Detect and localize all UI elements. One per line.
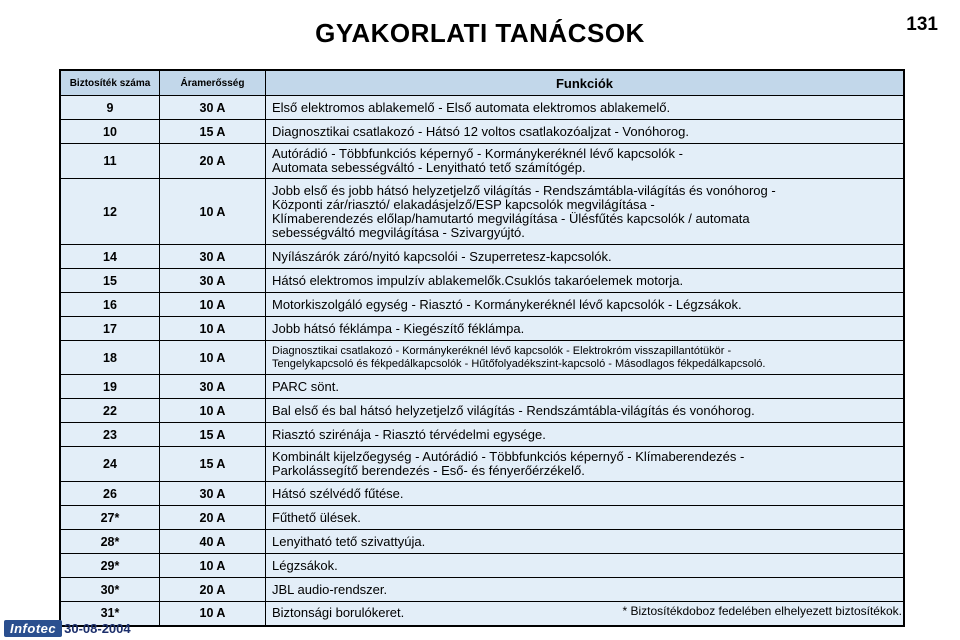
- function-cell: [266, 144, 905, 179]
- amperage-cell: 10 A: [160, 602, 266, 626]
- page-title: GYAKORLATI TANÁCSOK: [315, 18, 645, 48]
- amperage-cell: 30 A: [160, 269, 266, 293]
- function-cell: [266, 245, 905, 269]
- function-line: Hátsó szélvédő fűtése.: [272, 485, 404, 501]
- amperage-cell: 10 A: [160, 554, 266, 578]
- table-row: [60, 317, 904, 341]
- fuse-number-cell: 30*: [60, 578, 160, 602]
- amperage-cell: 30 A: [160, 96, 266, 120]
- footer-brand: [4, 619, 131, 638]
- function-cell: [266, 317, 905, 341]
- table-row: [60, 179, 904, 245]
- infotec-logo: Infotec: [4, 620, 62, 637]
- fuse-table-body: [60, 96, 904, 626]
- table-row: [60, 245, 904, 269]
- amperage-cell: 20 A: [160, 506, 266, 530]
- function-line: Parkolássegítő berendezés - Eső- és fényerőérzékelő.: [272, 463, 585, 478]
- table-row: [60, 96, 904, 120]
- footnote: * Biztosítékdoboz fedelében elhelyezett biztosítékok.: [622, 604, 902, 618]
- function-cell: [266, 554, 905, 578]
- table-row: [60, 530, 904, 554]
- function-cell: [266, 96, 905, 120]
- function-line: Tengelykapcsoló és fékpedálkapcsolók - Hűtőfolyadékszint-kapcsoló - Másodlagos fékpedálkapcsoló.: [272, 357, 766, 370]
- table-row: [60, 341, 904, 375]
- table-row: [60, 144, 904, 179]
- function-line: JBL audio-rendszer.: [272, 581, 388, 597]
- function-line: Lenyitható tető szivattyúja.: [272, 533, 426, 549]
- amperage-cell: 10 A: [160, 341, 266, 375]
- fuse-number-cell: 23: [60, 423, 160, 447]
- function-line: Diagnosztikai csatlakozó - Hátsó 12 voltos csatlakozóaljzat - Vonóhorog.: [272, 123, 689, 139]
- table-row: [60, 293, 904, 317]
- function-line: Fűthető ülések.: [272, 509, 361, 525]
- header-functions: Funkciók: [266, 70, 905, 96]
- table-row: [60, 269, 904, 293]
- function-cell: [266, 423, 905, 447]
- amperage-cell: 30 A: [160, 375, 266, 399]
- fuse-number-cell: 16: [60, 293, 160, 317]
- amperage-cell: 20 A: [160, 144, 266, 179]
- table-row: [60, 120, 904, 144]
- table-row: [60, 423, 904, 447]
- fuse-number-cell: 26: [60, 482, 160, 506]
- amperage-cell: 10 A: [160, 317, 266, 341]
- function-line: Központi zár/riasztó/ elakadásjelző/ESP kapcsolók megvilágítása -: [272, 196, 655, 212]
- amperage-cell: 10 A: [160, 399, 266, 423]
- fuse-number-cell: 27*: [60, 506, 160, 530]
- function-line: Klímaberendezés előlap/hamutartó megvilágítása - Ülésfűtés kapcsolók / automata: [272, 210, 750, 226]
- function-line: Biztonsági borulókeret.: [272, 605, 405, 621]
- fuse-number-cell: 31*: [60, 602, 160, 626]
- table-row: [60, 506, 904, 530]
- function-line: Automata sebességváltó - Lenyitható tető számítógép.: [272, 160, 586, 175]
- fuse-number-cell: 11: [60, 144, 160, 179]
- fuse-number-cell: 19: [60, 375, 160, 399]
- fuse-number-cell: 9: [60, 96, 160, 120]
- function-line: sebességváltó megvilágítása - Szivargyújtó.: [272, 224, 525, 240]
- function-line: Hátsó elektromos impulzív ablakemelők.Csuklós takaróelemek motorja.: [272, 272, 684, 288]
- function-cell: [266, 375, 905, 399]
- function-cell: [266, 341, 905, 375]
- amperage-cell: 15 A: [160, 447, 266, 482]
- fuse-number-cell: 17: [60, 317, 160, 341]
- amperage-cell: 30 A: [160, 482, 266, 506]
- function-cell: [266, 447, 905, 482]
- function-line: Autórádió - Többfunkciós képernyő - Kormánykeréknél lévő kapcsolók -: [272, 146, 683, 161]
- fuse-number-cell: 18: [60, 341, 160, 375]
- footer-date: 30-08-2004: [64, 621, 131, 636]
- table-row: [60, 447, 904, 482]
- fuse-number-cell: 12: [60, 179, 160, 245]
- amperage-cell: 40 A: [160, 530, 266, 554]
- function-line: Motorkiszolgáló egység - Riasztó - Kormánykeréknél lévő kapcsolók - Légzsákok.: [272, 296, 742, 312]
- function-line: Légzsákok.: [272, 557, 338, 573]
- table-row: [60, 554, 904, 578]
- page-number: 131: [906, 14, 938, 35]
- table-row: [60, 578, 904, 602]
- fuse-number-cell: 29*: [60, 554, 160, 578]
- table-row: [60, 399, 904, 423]
- table-row: [60, 482, 904, 506]
- function-line: Kombinált kijelzőegység - Autórádió - Többfunkciós képernyő - Klímaberendezés -: [272, 449, 745, 464]
- fuse-number-cell: 28*: [60, 530, 160, 554]
- fuse-table: [59, 69, 905, 627]
- table-header-row: [60, 70, 904, 96]
- function-cell: [266, 293, 905, 317]
- function-cell: [266, 506, 905, 530]
- amperage-cell: 15 A: [160, 120, 266, 144]
- function-cell: [266, 530, 905, 554]
- table-row: [60, 375, 904, 399]
- fuse-number-cell: 14: [60, 245, 160, 269]
- function-line: Bal első és bal hátsó helyzetjelző világítás - Rendszámtábla-világítás és vonóhorog.: [272, 402, 755, 418]
- function-cell: [266, 120, 905, 144]
- function-line: Első elektromos ablakemelő - Első automata elektromos ablakemelő.: [272, 99, 671, 115]
- amperage-cell: 10 A: [160, 293, 266, 317]
- fuse-number-cell: 10: [60, 120, 160, 144]
- function-line: Diagnosztikai csatlakozó - Kormánykeréknél lévő kapcsolók - Elektrokróm visszapillantótükör -: [272, 344, 732, 357]
- amperage-cell: 20 A: [160, 578, 266, 602]
- function-cell: [266, 482, 905, 506]
- amperage-cell: 15 A: [160, 423, 266, 447]
- function-cell: [266, 179, 905, 245]
- function-cell: [266, 269, 905, 293]
- amperage-cell: 30 A: [160, 245, 266, 269]
- function-cell: [266, 578, 905, 602]
- function-line: Jobb hátsó féklámpa - Kiegészítő féklámpa.: [272, 320, 525, 336]
- fuse-number-cell: 15: [60, 269, 160, 293]
- fuse-number-cell: 22: [60, 399, 160, 423]
- fuse-number-cell: 24: [60, 447, 160, 482]
- function-line: Riasztó szirénája - Riasztó térvédelmi egysége.: [272, 426, 546, 442]
- function-line: PARC sönt.: [272, 378, 339, 394]
- function-cell: [266, 399, 905, 423]
- header-amperage: Áramerősség: [160, 70, 266, 96]
- function-line: Jobb első és jobb hátsó helyzetjelző világítás - Rendszámtábla-világítás és vonóhorog -: [272, 182, 776, 198]
- amperage-cell: 10 A: [160, 179, 266, 245]
- header-fuse-number: Biztosíték száma: [60, 70, 160, 96]
- function-line: Nyílászárók záró/nyitó kapcsolói - Szuperretesz-kapcsolók.: [272, 248, 612, 264]
